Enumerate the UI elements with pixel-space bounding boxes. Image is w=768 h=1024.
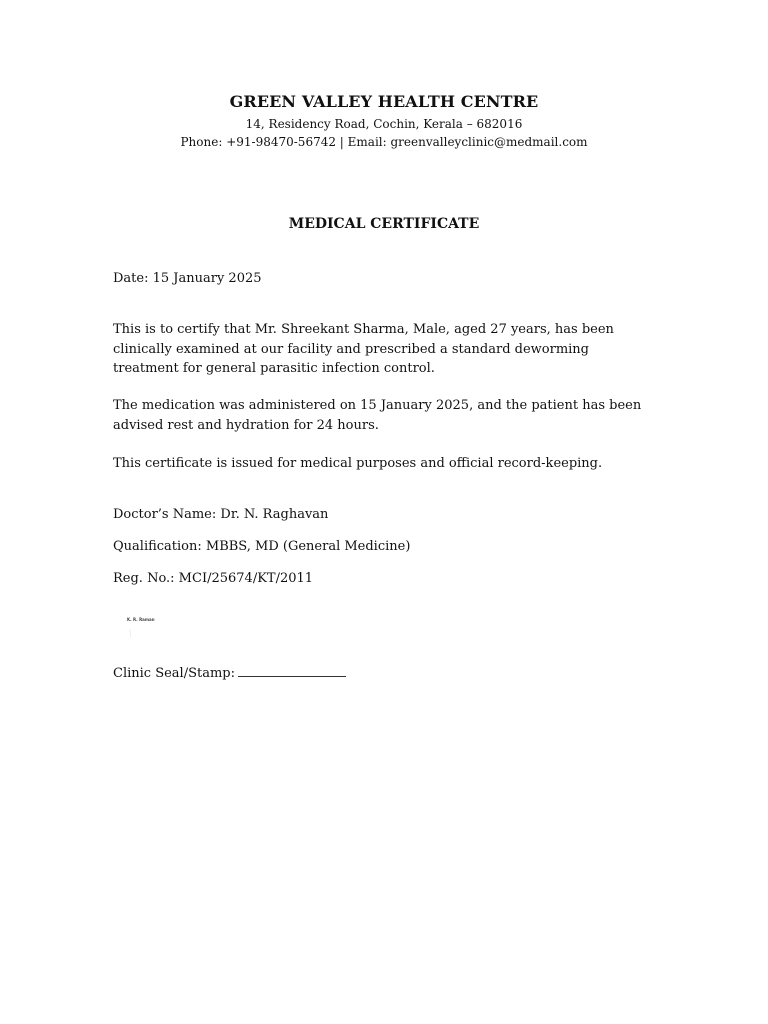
clinic-name: GREEN VALLEY HEALTH CENTRE [229, 92, 539, 111]
clinic-seal-row [113, 664, 648, 684]
doctor-qualification: Qualification: MBBS, MD (General Medicine) [113, 539, 411, 554]
clinic-address: 14, Residency Road, Cochin, Kerala – 682016 [245, 117, 523, 131]
doctor-name: Doctor’s Name: Dr. N. Raghavan [113, 507, 329, 522]
body-paragraph-1: This is to certify that Mr. Shreekant Sharma, Male, aged 27 years, has been clinically examined at our facility and prescribed a standard deworming treatment for general parasitic infection control. [113, 322, 614, 376]
seal-blank-line [238, 664, 346, 677]
body-paragraph-3: This certificate is issued for medical purposes and official record-keeping. [113, 456, 603, 471]
document-title: MEDICAL CERTIFICATE [288, 216, 480, 232]
signature-image [126, 615, 166, 639]
signature-text: K. R. Raman [127, 617, 155, 622]
clinic-contact: Phone: +91-98470-56742 | Email: greenvalleyclinic@medmail.com [180, 135, 588, 149]
doctor-signature [126, 615, 166, 639]
clinic-seal-label: Clinic Seal/Stamp: [113, 666, 236, 681]
certificate-date: Date: 15 January 2025 [113, 271, 262, 286]
doctor-registration: Reg. No.: MCI/25674/KT/2011 [113, 571, 314, 586]
body-paragraph-2: The medication was administered on 15 January 2025, and the patient has been advised rest and hydration for 24 hours. [113, 398, 642, 433]
